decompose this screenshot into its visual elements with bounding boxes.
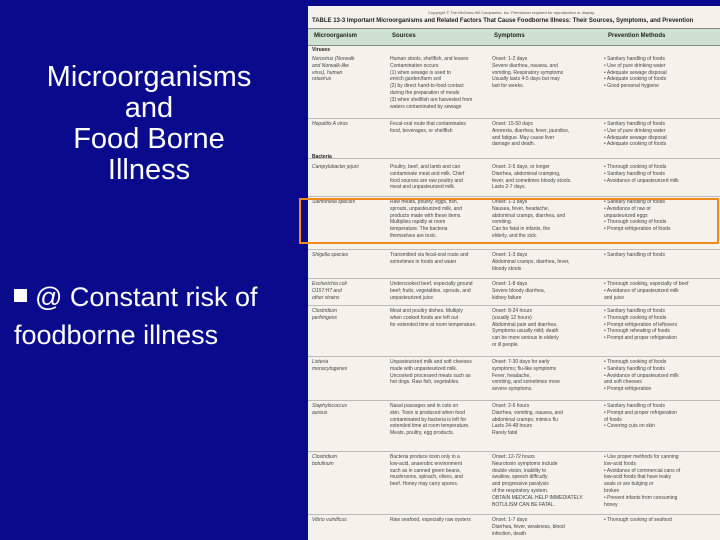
table-caption: TABLE 13-3 Important Microorganisms and Related Factors That Cause Foodborne Illness: Their Sources, Symptoms, and Prevention xyxy=(312,18,694,24)
table-cell-microorganism: Salmonella species xyxy=(312,199,356,205)
table-cell-microorganism: Shigella species xyxy=(312,252,349,258)
table-cell-prevention: • Sanitary handling of foods • Use of pure drinking water • Adequate sewage disposal • Adequate cooking of foods • Good personal hygiene xyxy=(604,56,667,90)
table-cell-prevention: • Sanitary handling of foods • Use of pure drinking water • Adequate sewage disposal • Adequate cooking of foods xyxy=(604,121,667,148)
table-cell-symptoms: Onset: 7-30 days for early symptoms; flu-like symptoms Fever, headache, vomiting, and sometimes more severe symptoms. xyxy=(492,359,561,393)
table-cell-prevention: • Use proper methods for canning low-acid foods • Avoidance of commercial cans of low-acid foods that have leaky seals or are bulging or broken • Prevent infants from consuming honey xyxy=(604,454,681,508)
table-cell-prevention: • Thorough cooking of seafood xyxy=(604,517,672,523)
table-cell-symptoms: Onset: 15-50 days Anorexia, diarrhea, fever, jaundice, and fatigue. May cause liver damage and death. xyxy=(492,121,570,148)
table-row xyxy=(308,53,720,119)
table-row xyxy=(308,161,720,197)
table-cell-source: Meat and poultry dishes. Multiply when cooked foods are left out for extended time at room temperature. xyxy=(390,308,477,328)
table-cell-source: Undercooked beef, especially ground beef; fruits, vegetables, sprouts, and unpasteurized juice xyxy=(390,281,473,301)
foodborne-illness-table xyxy=(308,6,720,540)
highlight-box-salmonella xyxy=(299,198,719,244)
table-cell-prevention: • Thorough cooking of foods • Sanitary handling of foods • Avoidance of unpasteurized milk and soft cheeses • Prompt refrigeration xyxy=(604,359,679,393)
table-cell-symptoms: Onset: 8-24 hours (usually 12 hours) Abdominal pain and diarrhea. Symptoms usually mild; death can be more serious in elderly or ill people. xyxy=(492,308,559,348)
copyright-note: Copyright © The McGraw-Hill Companies, Inc. Permission required for reproduction or display. xyxy=(428,10,595,15)
table-row xyxy=(308,514,720,540)
table-cell-microorganism: Staphylococcus aureus xyxy=(312,403,348,416)
table-cell-microorganism: Hepatitis A virus xyxy=(312,121,348,127)
table-cell-prevention: • Sanitary handling of foods • Thorough cooking of foods • Prompt refrigeration of leftovers • Thorough reheating of foods • Prompt and proper refrigeration xyxy=(604,308,678,342)
table-cell-microorganism: Clostridium perfringens xyxy=(312,308,338,321)
table-row xyxy=(308,451,720,515)
table-row xyxy=(308,249,720,279)
slide-bullet xyxy=(14,278,304,354)
table-cell-source: Raw seafood, especially raw oysters xyxy=(390,517,471,523)
table-row xyxy=(308,278,720,306)
table-cell-microorganism: Clostridium botulinum xyxy=(312,454,338,467)
table-row xyxy=(308,305,720,357)
table-row xyxy=(308,118,720,159)
table-cell-source: Fecal-oral route that contaminates food, beverages, or shellfish xyxy=(390,121,466,134)
bullet-text-line1: @ Constant risk of xyxy=(35,282,258,312)
table-cell-source: Poultry, beef, and lamb and can contaminate meat and milk. Chief food sources are raw poultry and meat and unpasteurized milk. xyxy=(390,164,465,191)
header-prevention: Prevention Methods xyxy=(608,33,666,39)
table-cell-microorganism: Norovirus (Norwalk and Norwalk-like virus), human rotavirus xyxy=(312,56,355,83)
bullet-square-icon xyxy=(14,289,27,302)
slide-title-line: Food Borne xyxy=(73,123,225,155)
bullet-text-line2: foodborne illness xyxy=(14,320,219,350)
table-cell-prevention: • Sanitary handling of foods • Avoidance of raw or unpasteurized eggs • Thorough cooking of foods • Prompt refrigeration of foods xyxy=(604,199,671,233)
table-cell-symptoms: Onset: 2-6 hours Diarrhea, vomiting, nausea, and abdominal cramps; mimics flu Lasts 24-48 hours Rarely fatal xyxy=(492,403,563,437)
table-cell-source: Transmitted via fecal-oral route and sometimes in foods and water xyxy=(390,252,469,265)
table-row xyxy=(308,400,720,452)
table-cell-prevention: • Thorough cooking, especially of beef • Avoidance of unpasteurized milk and juice xyxy=(604,281,689,301)
table-cell-source: Unpasteurized milk and soft cheeses made with unpasteurized milk. Uncooked processed meats such as hot dogs. Raw fish, vegetables. xyxy=(390,359,472,386)
table-cell-microorganism: Vibrio vulnificus xyxy=(312,517,347,523)
table-cell-symptoms: Onset: 1-8 days Severe bloody diarrhea, kidney failure xyxy=(492,281,546,301)
table-cell-prevention: • Thorough cooking of foods • Sanitary handling of foods • Avoidance of unpasteurized milk xyxy=(604,164,679,184)
table-cell-microorganism: Campylobacter jejuni xyxy=(312,164,359,170)
header-sources: Sources xyxy=(392,33,416,39)
header-symptoms: Symptoms xyxy=(494,33,525,39)
table-cell-symptoms: Onset: 12-72 hours Neurotoxin symptoms include double vision, inability to swallow, speech difficulty and progressive paralysis of the respiratory system. OBTAIN MEDICAL HELP IMMEDIATELY. BOTULISM CAN BE FATAL. xyxy=(492,454,584,508)
slide-title-line: and xyxy=(124,92,174,124)
table-cell-source: Human stools, shellfish, and leaves Contamination occurs (1) when sewage is used to enrich garden/farm soil (2) by direct hand-to-food contact during the preparation of meals (3) when shellfish are harvested from waters contaminated by sewage xyxy=(390,56,473,110)
table-cell-symptoms: Onset: 2-5 days, or longer Diarrhea, abdominal cramping, fever, and sometimes bloody stools. Lasts 2-7 days. xyxy=(492,164,572,191)
table-cell-symptoms: Onset: 1-7 days Diarrhea, fever, weakness, blood infection, death xyxy=(492,517,565,537)
table-cell-symptoms: Onset: 1-3 days Abdominal cramps, diarrhea, fever, bloody stools xyxy=(492,252,570,272)
table-cell-source: Bacteria produce toxin only in a low-acid, anaerobic environment such as in canned green beans, mushrooms, spinach, olives, and beef. Honey may carry spores. xyxy=(390,454,463,488)
table-cell-source: Raw meats, poultry, eggs, fish, sprouts, unpasteurized milk, and products made with these items. Multiplies rapidly at room temperature. The bacteria themselves are toxic. xyxy=(390,199,462,239)
table-cell-prevention: • Sanitary handling of foods • Prompt and proper refrigeration of foods • Covering cuts on skin xyxy=(604,403,677,430)
table-cell-microorganism: Escherichia coli O157:H7 and other strains xyxy=(312,281,347,301)
slide-title-line: Illness xyxy=(107,154,191,186)
table-cell-prevention: • Sanitary handling of foods xyxy=(604,252,665,258)
table-cell-microorganism: Listeria monocytogenes xyxy=(312,359,348,372)
table-cell-symptoms: Onset: 1-3 days Nausea, fever, headache, abdominal cramps, diarrhea, and vomiting. Can be fatal in infants, the elderly, and the sick. xyxy=(492,199,566,239)
table-cell-symptoms: Onset: 1-2 days Severe diarrhea, nausea, and vomiting. Respiratory symptoms Usually lasts 4-5 days but may last for weeks. xyxy=(492,56,564,90)
table-header xyxy=(308,28,720,46)
slide-title xyxy=(14,62,284,186)
slide-title-line: Microorganisms xyxy=(46,61,252,93)
section-label-viruses: Viruses xyxy=(312,47,330,53)
header-microorganism: Microorganism xyxy=(314,33,358,39)
section-label-bacteria: Bacteria xyxy=(312,154,332,160)
table-cell-source: Nasal passages and in cuts on skin. Toxin is produced when food contaminated by bacteria is left for extended time at room temperature. Meats, poultry, egg products. xyxy=(390,403,470,437)
table-row xyxy=(308,356,720,401)
